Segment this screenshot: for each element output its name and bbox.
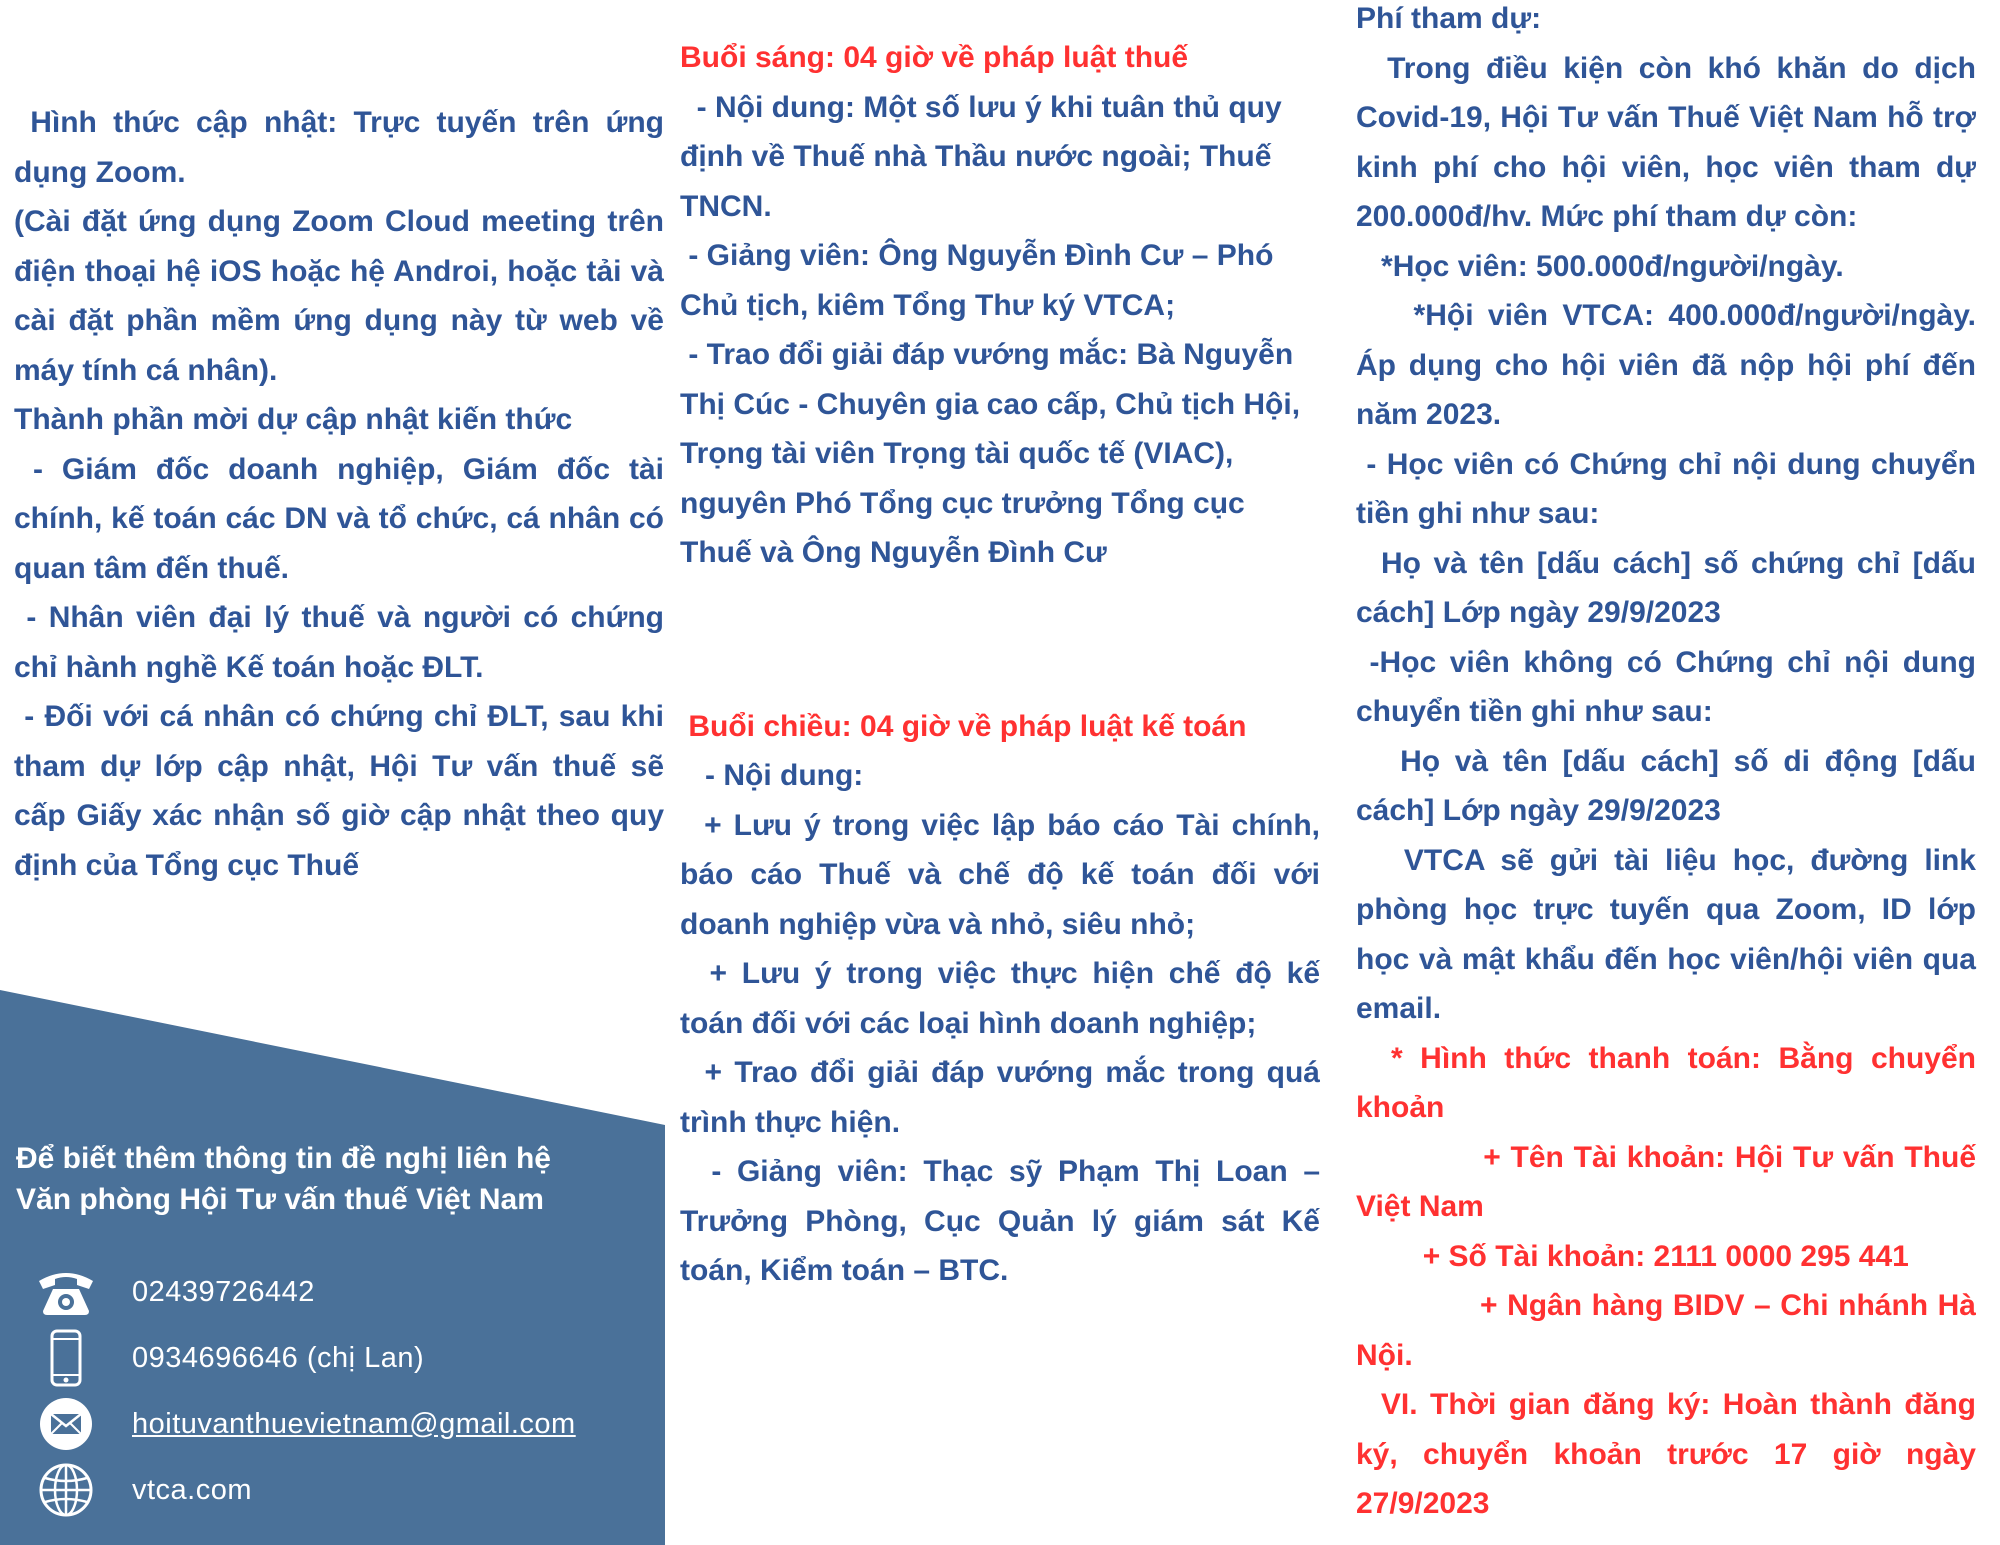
contact-title-line1: Để biết thêm thông tin đề nghị liên hệ <box>16 1142 551 1175</box>
morning-content: - Nội dung: Một số lưu ý khi tuân thủ quy định về Thuế nhà Thầu nước ngoài; Thuế TNCN. <box>680 90 1291 223</box>
contact-phone-row <box>0 1262 665 1322</box>
participant-item-certificate: - Đối với cá nhân có chứng chỉ ĐLT, sau khi tham dự lớp cập nhật, Hội Tư vấn thuế sẽ cấp Giấy xác nhận số giờ cập nhật theo quy định của Tổng cục Thuế <box>14 700 673 882</box>
payment-account-number: + Số Tài khoản: 2111 0000 295 441 <box>1356 1239 1909 1273</box>
morning-lecturer: - Giảng viên: Ông Nguyễn Đình Cư – Phó Chủ tịch, kiêm Tổng Thư ký VTCA; <box>680 239 1282 322</box>
afternoon-item-reports: + Lưu ý trong việc lập báo cáo Tài chính, báo cáo Thuế và chế độ kế toán đối với doanh nghiệp vừa và nhỏ, siêu nhỏ; <box>680 808 1329 941</box>
contact-phone[interactable]: 02439726442 <box>132 1275 315 1308</box>
contact-website-row <box>0 1460 665 1520</box>
globe-icon <box>33 1460 99 1520</box>
telephone-icon <box>33 1262 99 1322</box>
transfer-format-certified: Họ và tên [dấu cách] số chứng chỉ [dấu cách] Lớp ngày 29/9/2023 <box>1356 546 1985 629</box>
contact-title-line2: Văn phòng Hội Tư vấn thuế Việt Nam <box>16 1183 544 1216</box>
right-column <box>1356 0 1985 1529</box>
zoom-install-note: (Cài đặt ứng dụng Zoom Cloud meeting trên điện thoại hệ iOS hoặc hệ Androi, hoặc tải và cài đặt phần mềm ứng dụng này từ web về máy tính cá nhân). <box>14 205 673 387</box>
contact-mobile[interactable]: 0934696646 (chị Lan) <box>132 1341 425 1374</box>
fee-member: *Hội viên VTCA: 400.000đ/người/ngày. Áp dụng cho hội viên đã nộp hội phí đến năm 2023. <box>1356 299 1985 431</box>
contact-email-link[interactable]: hoituvanthuevietnam@gmail.com <box>132 1407 576 1440</box>
fee-student: *Học viên: 500.000đ/người/ngày. <box>1356 249 1844 283</box>
contact-mobile-row <box>0 1328 665 1388</box>
materials-note: VTCA sẽ gửi tài liệu học, đường link phòng học trực tuyến qua Zoom, ID lớp học và mật khẩu đến học viên/hội viên qua email. <box>1356 843 1985 1025</box>
transfer-format-uncertified: Họ và tên [dấu cách] số di động [dấu cách] Lớp ngày 29/9/2023 <box>1356 744 1985 827</box>
payment-account-name: + Tên Tài khoản: Hội Tư vấn Thuế Việt Nam <box>1356 1140 1985 1223</box>
transfer-note-uncertified: -Học viên không có Chứng chỉ nội dung chuyển tiền ghi như sau: <box>1356 645 1985 728</box>
payment-heading: * Hình thức thanh toán: Bằng chuyển khoản <box>1356 1041 1985 1124</box>
afternoon-heading: Buổi chiều: 04 giờ về pháp luật kế toán <box>680 709 1247 743</box>
morning-heading: Buổi sáng: 04 giờ về pháp luật thuế <box>680 41 1189 74</box>
middle-column <box>680 33 1329 1296</box>
mobile-phone-icon <box>33 1328 99 1388</box>
contact-panel-title <box>16 1138 656 1220</box>
section-spacer <box>680 578 1320 702</box>
participant-item-directors: - Giám đốc doanh nghiệp, Giám đốc tài chính, kế toán các DN và tổ chức, cá nhân có quan tâm đến thuế. <box>14 452 673 585</box>
fee-support: Trong điều kiện còn khó khăn do dịch Covid-19, Hội Tư vấn Thuế Việt Nam hỗ trợ kinh phí cho hội viên, học viên tham dự 200.000đ/hv. Mức phí tham dự còn: <box>1356 51 1985 233</box>
registration-deadline: VI. Thời gian đăng ký: Hoàn thành đăng ký, chuyển khoản trước 17 giờ ngày 27/9/2023 <box>1356 1388 1985 1520</box>
transfer-note-certified: - Học viên có Chứng chỉ nội dung chuyển tiền ghi như sau: <box>1356 447 1985 530</box>
afternoon-item-regimes: + Lưu ý trong việc thực hiện chế độ kế toán đối với các loại hình doanh nghiệp; <box>680 957 1329 1040</box>
payment-bank: + Ngân hàng BIDV – Chi nhánh Hà Nội. <box>1356 1289 1985 1372</box>
update-format: Hình thức cập nhật: Trực tuyến trên ứng dụng Zoom. <box>14 106 673 189</box>
fee-heading: Phí tham dự: <box>1356 2 1542 35</box>
afternoon-lecturer: - Giảng viên: Thạc sỹ Phạm Thị Loan – Trưởng Phòng, Cục Quản lý giám sát Kế toán, Kiểm toán – BTC. <box>680 1155 1329 1287</box>
contact-email-row <box>0 1394 665 1454</box>
participants-heading: Thành phần mời dự cập nhật kiến thức <box>14 403 573 436</box>
contact-website-link[interactable]: vtca.com <box>132 1473 253 1506</box>
left-column <box>14 98 673 890</box>
morning-qa: - Trao đổi giải đáp vướng mắc: Bà Nguyễn Thị Cúc - Chuyên gia cao cấp, Chủ tịch Hội, Trọng tài viên Trọng tài quốc tế (VIAC), nguyên Phó Tổng cục trưởng Tổng cục Thuế và Ông Nguyễn Đình Cư <box>680 338 1309 569</box>
participant-item-tax-agents: - Nhân viên đại lý thuế và người có chứng chỉ hành nghề Kế toán hoặc ĐLT. <box>14 601 673 684</box>
afternoon-item-qa: + Trao đổi giải đáp vướng mắc trong quá trình thực hiện. <box>680 1056 1329 1139</box>
afternoon-content-label: - Nội dung: <box>680 759 864 792</box>
email-icon <box>33 1394 99 1454</box>
